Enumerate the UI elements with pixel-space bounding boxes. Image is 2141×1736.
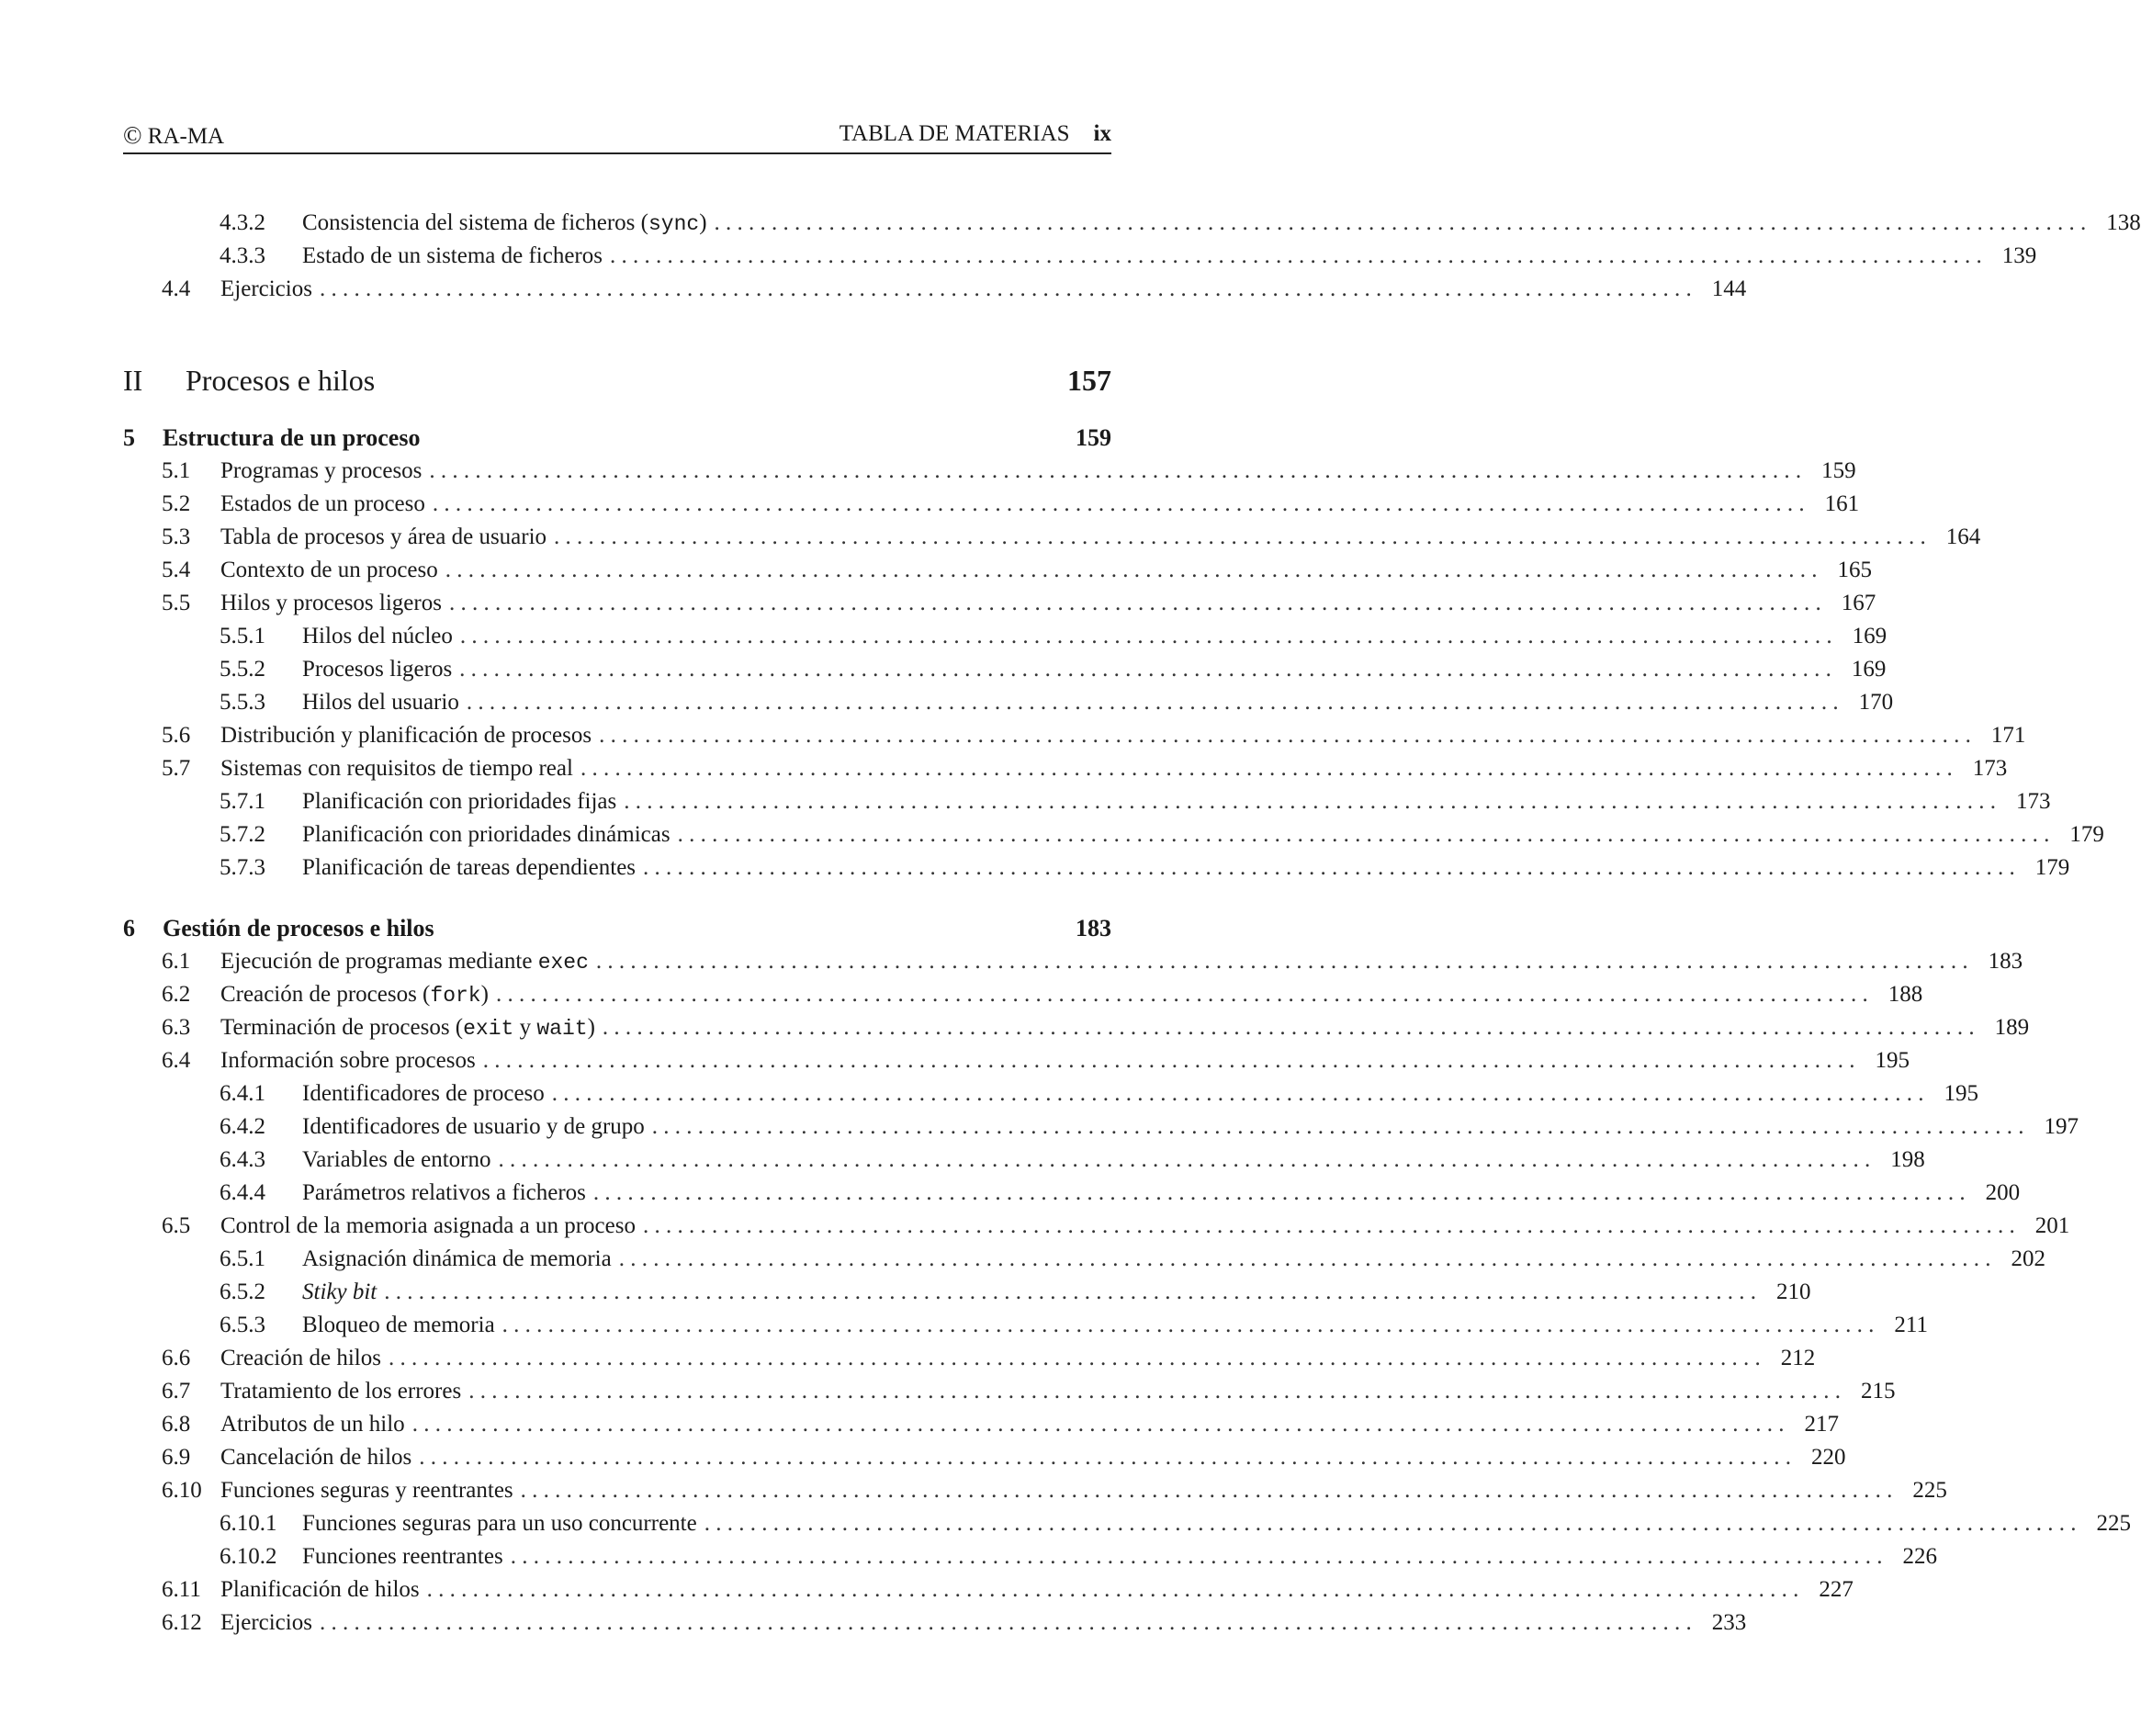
toc-entry-page: 195 (1944, 1081, 1979, 1106)
dot-leader: . . . . . . . . . . . . . . . . . . . . . . . . . . . . . . . . . . . . . . . . . . . . . . . . . . . . . . . . . . . . . . . . . . . . . . . . . . . . . . . . . . . . . . . . . . . . . . . . . . . . . . . . . . . . . . . . . . . . . . . . (592, 1180, 1966, 1205)
toc-entry (123, 1409, 1839, 1440)
toc-entry-title: Cancelación de hilos (220, 1445, 412, 1470)
toc-entry-title: Ejercicios (220, 1610, 312, 1635)
dot-leader: . . . . . . . . . . . . . . . . . . . . . . . . . . . . . . . . . . . . . . . . . . . . . . . . . . . . . . . . . . . . . . . . . . . . . . . . . . . . . . . . . . . . . . . . . . . . . . . . . . . . . . . . . . . . . . . . . . . . . . . . (466, 690, 1839, 715)
dot-leader: . . . . . . . . . . . . . . . . . . . . . . . . . . . . . . . . . . . . . . . . . . . . . . . . . . . . . . . . . . . . . . . . . . . . . . . . . . . . . . . . . . . . . . . . . . . . . . . . . . . . . . . . . . . . . . . . . . . . . . . . (501, 1313, 1875, 1337)
toc-entry-number: 6.1 (162, 949, 191, 974)
dot-leader: . . . . . . . . . . . . . . . . . . . . . . . . . . . . . . . . . . . . . . . . . . . . . . . . . . . . . . . . . . . . . . . . . . . . . . . . . . . . . . . . . . . . . . . . . . . . . . . . . . . . . . . . . . . . . . . . . . . . . . . . (554, 524, 1926, 549)
toc-entry (123, 522, 1981, 553)
toc-entry-page: 183 (1076, 915, 1111, 941)
toc-entry-number: 4.4 (162, 276, 191, 301)
dot-leader: . . . . . . . . . . . . . . . . . . . . . . . . . . . . . . . . . . . . . . . . . . . . . . . . . . . . . . . . . . . . . . . . . . . . . . . . . . . . . . . . . . . . . . . . . . . . . . . . . . . . . . . . . . . . . . . . . . . . . . . . (610, 243, 1982, 268)
toc-entry-line (302, 1178, 2021, 1209)
dot-leader: . . . . . . . . . . . . . . . . . . . . . . . . . . . . . . . . . . . . . . . . . . . . . . . . . . . . . . . . . . . . . . . . . . . . . . . . . . . . . . . . . . . . . . . . . . . . . . . . . . . . . . . . . . . . . . . . . . . . . . . . (599, 723, 1971, 748)
toc-entry-number: 6.9 (162, 1445, 191, 1470)
toc-entry-number: 6.11 (162, 1577, 201, 1602)
running-header (123, 119, 1111, 154)
toc-entry-page: 211 (1894, 1313, 1928, 1337)
page-number: ix (1093, 121, 1111, 146)
toc-entry-page: 226 (1902, 1544, 1937, 1569)
dot-leader: . . . . . . . . . . . . . . . . . . . . . . . . . . . . . . . . . . . . . . . . . . . . . . . . . . . . . . . . . . . . . . . . . . . . . . . . . . . . . . . . . . . . . . . . . . . . . . . . . . . . . . . . . . . . . . . . . . . . . . . . (411, 1412, 1785, 1437)
toc-entry (123, 241, 2037, 272)
toc-entry-title: Tabla de procesos y área de usuario (220, 524, 547, 549)
dot-leader: . . . . . . . . . . . . . . . . . . . . . . . . . . . . . . . . . . . . . . . . . . . . . . . . . . . . . . . . . . . . . . . . . . . . . . . . . . . . . . . . . . . . . . . . . . . . . . . . . . . . . . . . . . . . . . . . . . . . . . . . (482, 1048, 1855, 1073)
toc-entry-page: 220 (1811, 1445, 1846, 1470)
toc-entry-page: 189 (1994, 1015, 2030, 1040)
dot-leader: . . . . . . . . . . . . . . . . . . . . . . . . . . . . . . . . . . . . . . . . . . . . . . . . . . . . . . . . . . . . . . . . . . . . . . . . . . . . . . . . . . . . . . . . . . . . . . . . . . . . . . . . . . . . . . . . . . . . . . . . (426, 1577, 1799, 1602)
dot-leader: . . . . . . . . . . . . . . . . . . . . . . . . . . . . . . . . . . . . . . . . . . . . . . . . . . . . . . . . . . . . . . . . . . . . . . . . . . . . . . . . . . . . . . . . . . . . . . . . . . . . . . . . . . . . . . . . . . . . . . . . (495, 982, 1868, 1007)
toc-entry-line (220, 1574, 1854, 1606)
dot-leader: . . . . . . . . . . . . . . . . . . . . . . . . . . . . . . . . . . . . . . . . . . . . . . . . . . . . . . . . . . . . . . . . . . . . . . . . . . . . . . . . . . . . . . . . . . . . . . . . . . . . . . . . . . . . . . . . . . . . . . . . (551, 1081, 1924, 1106)
code-term: sync (648, 212, 700, 236)
toc-entry (123, 208, 2141, 239)
toc-entry (123, 1111, 2079, 1143)
toc-entry-number: 5.5.1 (220, 624, 265, 648)
toc-entry-number: 6.2 (162, 982, 191, 1007)
toc-entry (123, 654, 1887, 685)
toc-entry-page: 210 (1775, 1279, 1811, 1304)
toc-entry-line (302, 1078, 1979, 1110)
toc-entry-line (220, 274, 1747, 305)
toc-entry-page: 200 (1985, 1180, 2021, 1205)
header-left (123, 121, 224, 150)
toc-entry-number: 5.5 (162, 591, 191, 615)
code-term: fork (430, 984, 481, 1008)
toc-entry-title: Procesos e hilos (186, 364, 376, 397)
toc-entry (123, 360, 1111, 400)
toc-entry-number: 6.4.2 (220, 1114, 265, 1139)
toc-entry (123, 1144, 1925, 1176)
toc-entry-line (302, 241, 2037, 272)
toc-entry-number: 6.8 (162, 1412, 191, 1437)
toc-entry-line (302, 786, 2051, 817)
dot-leader: . . . . . . . . . . . . . . . . . . . . . . . . . . . . . . . . . . . . . . . . . . . . . . . . . . . . . . . . . . . . . . . . . . . . . . . . . . . . . . . . . . . . . . . . . . . . . . . . . . . . . . . . . . . . . . . . . . . . . . . . (319, 1610, 1692, 1635)
toc-entry-number: 5.1 (162, 458, 191, 483)
toc-entry (123, 720, 2026, 751)
toc-entry-line (302, 1144, 1925, 1176)
toc-entry-line (220, 720, 2026, 751)
toc-entry-number: 6 (123, 915, 135, 941)
toc-entry-number: 6.6 (162, 1346, 191, 1370)
toc-entry-line (220, 555, 1873, 586)
toc-entry-line (220, 1211, 2070, 1242)
toc-entry-page: 188 (1887, 982, 1923, 1007)
toc-entry-number: 5.5.3 (220, 690, 265, 715)
toc-entry-line (302, 1310, 1928, 1341)
toc-entry-number: 6.10.1 (220, 1511, 277, 1536)
toc-entry-title: Gestión de procesos e hilos (163, 915, 434, 941)
toc-entry-page: 198 (1890, 1147, 1925, 1172)
toc-entry-title: Creación de hilos (220, 1346, 381, 1370)
toc-entry (123, 1078, 1979, 1110)
toc-entry-line (220, 1343, 1816, 1374)
toc-entry-page: 164 (1945, 524, 1981, 549)
toc-entry-title: Planificación de tareas dependientes (302, 855, 637, 880)
toc-entry-page: 161 (1824, 491, 1860, 516)
toc-entry-number: 5.5.2 (220, 657, 265, 682)
toc-entry (123, 1574, 1854, 1606)
toc-entry-page: 233 (1711, 1610, 1747, 1635)
toc-entry-number: 6.5.1 (220, 1246, 265, 1271)
toc-entry-page: 159 (1821, 458, 1856, 483)
toc-entry (123, 1012, 2030, 1043)
toc-entry-title: Identificadores de usuario y de grupo (302, 1114, 645, 1139)
toc-entry (123, 852, 2070, 884)
toc-entry-title: Hilos y procesos ligeros (220, 591, 442, 615)
toc-entry-title: Ejecución de programas mediante exec (220, 949, 589, 975)
dot-leader: . . . . . . . . . . . . . . . . . . . . . . . . . . . . . . . . . . . . . . . . . . . . . . . . . . . . . . . . . . . . . . . . . . . . . . . . . . . . . . . . . . . . . . . . . . . . . . . . . . . . . . . . . . . . . . . . . . . . . . . . (624, 789, 1996, 814)
toc-entry-title: Asignación dinámica de memoria (302, 1246, 612, 1271)
toc-entry-line (302, 687, 1894, 718)
toc-entry-number: 5.4 (162, 558, 191, 582)
toc-entry-line (220, 1409, 1839, 1440)
dot-leader: . . . . . . . . . . . . . . . . . . . . . . . . . . . . . . . . . . . . . . . . . . . . . . . . . . . . . . . . . . . . . . . . . . . . . . . . . . . . . . . . . . . . . . . . . . . . . . . . . . . . . . . . . . . . . . . . . . . . . . . . (677, 822, 2050, 847)
toc-entry-title: Hilos del usuario (302, 690, 459, 715)
toc-entry-number: 5.6 (162, 723, 191, 748)
toc-entry-number: 6.4.4 (220, 1180, 265, 1205)
toc-entry-line (220, 1045, 1910, 1077)
toc-entry-title: Parámetros relativos a ficheros (302, 1180, 586, 1205)
toc-entry-number: II (123, 364, 143, 397)
toc-entry-title: Estados de un proceso (220, 491, 425, 516)
dot-leader: . . . . . . . . . . . . . . . . . . . . . . . . . . . . . . . . . . . . . . . . . . . . . . . . . . . . . . . . . . . . . . . . . . . . . . . . . . . . . . . . . . . . . . . . . . . . . . . . . . . . . . . . . . . . . . . . . . . . . . . . (459, 657, 1831, 682)
toc-entry (123, 979, 1923, 1010)
toc-entry-title: Hilos del núcleo (302, 624, 453, 648)
toc-entry-title: Control de la memoria asignada a un proceso (220, 1213, 636, 1238)
toc-entry-page: 170 (1858, 690, 1894, 715)
toc-entry-page: 217 (1804, 1412, 1839, 1437)
italic-term: Stiky bit (302, 1279, 377, 1304)
toc-entry-number: 5.7.2 (220, 822, 265, 847)
toc-entry-page: 171 (1990, 723, 2026, 748)
toc-entry-title: Información sobre procesos (220, 1048, 476, 1073)
toc-entry (123, 819, 2104, 851)
toc-entry-title: Tratamiento de los errores (220, 1379, 462, 1403)
toc-entry-title: Atributos de un hilo (220, 1412, 405, 1437)
dot-leader: . . . . . . . . . . . . . . . . . . . . . . . . . . . . . . . . . . . . . . . . . . . . . . . . . . . . . . . . . . . . . . . . . . . . . . . . . . . . . . . . . . . . . . . . . . . . . . . . . . . . . . . . . . . . . . . . . . . . . . . . (510, 1544, 1883, 1569)
toc-entry-title: Distribución y planificación de procesos (220, 723, 592, 748)
dot-leader: . . . . . . . . . . . . . . . . . . . . . . . . . . . . . . . . . . . . . . . . . . . . . . . . . . . . . . . . . . . . . . . . . . . . . . . . . . . . . . . . . . . . . . . . . . . . . . . . . . . . . . . . . . . . . . . . . . . . . . . . (445, 558, 1818, 582)
toc-entry-page: 138 (2106, 210, 2141, 235)
toc-entry-line (220, 1607, 1747, 1639)
toc-entry-title: Identificadores de proceso (302, 1081, 545, 1106)
toc-entry-number: 6.3 (162, 1015, 191, 1040)
toc-entry-page: 195 (1875, 1048, 1910, 1073)
header-right (839, 121, 1111, 147)
toc-entry-number: 6.5 (162, 1213, 191, 1238)
toc-entry-title: Estado de un sistema de ficheros (302, 243, 603, 268)
toc-entry-title: Planificación de hilos (220, 1577, 420, 1602)
toc-entry (123, 1607, 1747, 1639)
toc-entry-page: 167 (1841, 591, 1876, 615)
code-term: wait (536, 1017, 588, 1041)
toc-entry-title: Sistemas con requisitos de tiempo real (220, 756, 573, 781)
toc-entry-page: 169 (1852, 624, 1887, 648)
toc-entry-number: 6.5.2 (220, 1279, 265, 1304)
toc-entry-title: Programas y procesos (220, 458, 423, 483)
toc-entry-page: 159 (1076, 424, 1111, 451)
toc-entry (123, 1541, 1937, 1573)
toc-entry (123, 588, 1876, 619)
toc-entry-number: 6.4.1 (220, 1081, 265, 1106)
toc-entry-title: Estructura de un proceso (163, 424, 421, 451)
toc-entry (123, 1045, 1910, 1077)
toc-entry-number: 5 (123, 424, 135, 451)
toc-entry-title: Funciones reentrantes (302, 1544, 503, 1569)
dot-leader: . . . . . . . . . . . . . . . . . . . . . . . . . . . . . . . . . . . . . . . . . . . . . . . . . . . . . . . . . . . . . . . . . . . . . . . . . . . . . . . . . . . . . . . . . . . . . . . . . . . . . . . . . . . . . . . . . . . . . . . . (651, 1114, 2024, 1139)
toc-entry-line (302, 819, 2104, 851)
toc-entry-page: 179 (2034, 855, 2070, 880)
toc-entry-title: Funciones seguras para un uso concurrente (302, 1511, 697, 1536)
toc-entry-number: 6.7 (162, 1379, 191, 1403)
toc-entry-title: Creación de procesos (fork) (220, 982, 489, 1008)
code-term: exit (463, 1017, 514, 1041)
dot-leader: . . . . . . . . . . . . . . . . . . . . . . . . . . . . . . . . . . . . . . . . . . . . . . . . . . . . . . . . . . . . . . . . . . . . . . . . . . . . . . . . . . . . . . . . . . . . . . . . . . . . . . . . . . . . . . . . . . . . . . . . (704, 1511, 2077, 1536)
dot-leader: . . . . . . . . . . . . . . . . . . . . . . . . . . . . . . . . . . . . . . . . . . . . . . . . . . . . . . . . . . . . . . . . . . . . . . . . . . . . . . . . . . . . . . . . . . . . . . . . . . . . . . . . . . . . . . . . . . . . . . . . (595, 949, 1968, 974)
toc-entry-title (302, 1277, 377, 1308)
toc-entry-line (220, 1442, 1846, 1473)
toc-entry-line (302, 1541, 1937, 1573)
toc-entry (123, 1475, 1947, 1506)
toc-entry (123, 1178, 2021, 1209)
toc-entry-page: 179 (2069, 822, 2104, 847)
dot-leader: . . . . . . . . . . . . . . . . . . . . . . . . . . . . . . . . . . . . . . . . . . . . . . . . . . . . . . . . . . . . . . . . . . . . . . . . . . . . . . . . . . . . . . . . . . . . . . . . . . . . . . . . . . . . . . . . . . . . . . . . (520, 1478, 1893, 1503)
toc-entry (123, 1376, 1896, 1407)
dot-leader: . . . . . . . . . . . . . . . . . . . . . . . . . . . . . . . . . . . . . . . . . . . . . . . . . . . . . . . . . . . . . . . . . . . . . . . . . . . . . . . . . . . . . . . . . . . . . . . . . . . . . . . . . . . . . . . . . . . . . . . . (459, 624, 1832, 648)
dot-leader: . . . . . . . . . . . . . . . . . . . . . . . . . . . . . . . . . . . . . . . . . . . . . . . . . . . . . . . . . . . . . . . . . . . . . . . . . . . . . . . . . . . . . . . . . . . . . . . . . . . . . . . . . . . . . . . . . . . . . . . . (643, 855, 2015, 880)
toc-entry-page: 201 (2034, 1213, 2070, 1238)
toc-entry-line (302, 1111, 2079, 1143)
toc-entry (123, 456, 1856, 487)
dot-leader: . . . . . . . . . . . . . . . . . . . . . . . . . . . . . . . . . . . . . . . . . . . . . . . . . . . . . . . . . . . . . . . . . . . . . . . . . . . . . . . . . . . . . . . . . . . . . . . . . . . . . . . . . . . . . . . . . . . . . . . . (319, 276, 1692, 301)
toc-entry (123, 1310, 1928, 1341)
toc-entry-number: 5.7 (162, 756, 191, 781)
toc-entry-page: 212 (1780, 1346, 1816, 1370)
toc-entry-number: 5.7.3 (220, 855, 265, 880)
copyright-symbol: © (123, 121, 142, 149)
toc-entry-title: Bloqueo de memoria (302, 1313, 495, 1337)
toc-entry-line (302, 654, 1887, 685)
toc-entry-title: Planificación con prioridades fijas (302, 789, 617, 814)
dot-leader: . . . . . . . . . . . . . . . . . . . . . . . . . . . . . . . . . . . . . . . . . . . . . . . . . . . . . . . . . . . . . . . . . . . . . . . . . . . . . . . . . . . . . . . . . . . . . . . . . . . . . . . . . . . . . . . . . . . . . . . . (580, 756, 1953, 781)
toc-entry-line (220, 1376, 1896, 1407)
toc-entry-line (220, 753, 2008, 784)
toc-entry-title: Terminación de procesos (exit y wait) (220, 1015, 595, 1041)
toc-entry-page: 173 (2016, 789, 2051, 814)
toc-entry-page: 225 (1912, 1478, 1947, 1503)
toc-entry-line (220, 979, 1923, 1011)
dot-leader: . . . . . . . . . . . . . . . . . . . . . . . . . . . . . . . . . . . . . . . . . . . . . . . . . . . . . . . . . . . . . . . . . . . . . . . . . . . . . . . . . . . . . . . . . . . . . . . . . . . . . . . . . . . . . . . . . . . . . . . . (448, 591, 1821, 615)
dot-leader: . . . . . . . . . . . . . . . . . . . . . . . . . . . . . . . . . . . . . . . . . . . . . . . . . . . . . . . . . . . . . . . . . . . . . . . . . . . . . . . . . . . . . . . . . . . . . . . . . . . . . . . . . . . . . . . . . . . . . . . . (432, 491, 1805, 516)
toc-entry-page: 225 (2096, 1511, 2131, 1536)
toc-entry-number: 4.3.3 (220, 243, 265, 268)
toc-entry (123, 786, 2051, 817)
toc-entry-number: 5.3 (162, 524, 191, 549)
section-title: TABLA DE MATERIAS (839, 121, 1070, 146)
toc-entry-line (163, 913, 1111, 944)
toc-entry-number: 4.3.2 (220, 210, 265, 235)
toc-entry-line (163, 423, 1111, 454)
toc-entry (123, 1508, 2131, 1539)
toc-entry (123, 1244, 2045, 1275)
dot-leader: . . . . . . . . . . . . . . . . . . . . . . . . . . . . . . . . . . . . . . . . . . . . . . . . . . . . . . . . . . . . . . . . . . . . . . . . . . . . . . . . . . . . . . . . . . . . . . . . . . . . . . . . . . . . . . . . . . . . . . . . (714, 210, 2087, 235)
toc-entry-number: 5.2 (162, 491, 191, 516)
toc-entry-page: 144 (1711, 276, 1747, 301)
toc-entry-number: 6.5.3 (220, 1313, 265, 1337)
toc-entry-line (302, 1244, 2045, 1275)
toc-entry-line (302, 852, 2070, 884)
toc-entry (123, 1442, 1846, 1473)
dot-leader: . . . . . . . . . . . . . . . . . . . . . . . . . . . . . . . . . . . . . . . . . . . . . . . . . . . . . . . . . . . . . . . . . . . . . . . . . . . . . . . . . . . . . . . . . . . . . . . . . . . . . . . . . . . . . . . . . . . . . . . . (429, 458, 1802, 483)
toc-entry-title: Ejercicios (220, 276, 312, 301)
toc-entry-page: 215 (1860, 1379, 1896, 1403)
toc-entry (123, 753, 2008, 784)
toc-entry-line (302, 1277, 1811, 1308)
toc-entry (123, 555, 1873, 586)
toc-entry-title: Variables de entorno (302, 1147, 491, 1172)
toc-entry-line (220, 1012, 2030, 1044)
toc-entry (123, 489, 1860, 520)
toc-entry (123, 946, 2023, 977)
dot-leader: . . . . . . . . . . . . . . . . . . . . . . . . . . . . . . . . . . . . . . . . . . . . . . . . . . . . . . . . . . . . . . . . . . . . . . . . . . . . . . . . . . . . . . . . . . . . . . . . . . . . . . . . . . . . . . . . . . . . . . . . (642, 1213, 2015, 1238)
toc-entry-line (302, 1508, 2131, 1539)
toc-entry-number: 6.12 (162, 1610, 202, 1635)
toc-entry-line (220, 588, 1876, 619)
toc-entry-number: 6.4.3 (220, 1147, 265, 1172)
toc-entry (123, 1343, 1816, 1374)
toc-entry-line (302, 208, 2141, 240)
toc-entry-page: 173 (1972, 756, 2008, 781)
toc-entry (123, 274, 1747, 305)
toc-entry-title: Planificación con prioridades dinámicas (302, 822, 670, 847)
toc-entry (123, 621, 1887, 652)
toc-entry-number: 6.10.2 (220, 1544, 277, 1569)
toc-entry-line (220, 946, 2023, 978)
dot-leader: . . . . . . . . . . . . . . . . . . . . . . . . . . . . . . . . . . . . . . . . . . . . . . . . . . . . . . . . . . . . . . . . . . . . . . . . . . . . . . . . . . . . . . . . . . . . . . . . . . . . . . . . . . . . . . . . . . . . . . . . (419, 1445, 1792, 1470)
toc-entry-line (186, 360, 1111, 400)
toc-entry-number: 5.7.1 (220, 789, 265, 814)
toc-entry (123, 1211, 2070, 1242)
toc-entry-page: 169 (1851, 657, 1887, 682)
toc-entry (123, 687, 1894, 718)
toc-entry-title: Consistencia del sistema de ficheros (sync) (302, 210, 707, 236)
toc-entry-line (220, 1475, 1947, 1506)
toc-entry-title: Contexto de un proceso (220, 558, 438, 582)
toc-entry-line (220, 522, 1981, 553)
toc-entry-page: 183 (1988, 949, 2023, 974)
code-term: exec (537, 951, 589, 975)
toc-entry-page: 227 (1819, 1577, 1854, 1602)
toc-entry (123, 423, 1111, 454)
toc-entry-page: 165 (1837, 558, 1873, 582)
toc-entry (123, 913, 1111, 944)
toc-entry-line (302, 621, 1887, 652)
toc-entry-page: 139 (2001, 243, 2037, 268)
toc-entry-page: 157 (1067, 364, 1111, 397)
toc-entry-number: 6.4 (162, 1048, 191, 1073)
dot-leader: . . . . . . . . . . . . . . . . . . . . . . . . . . . . . . . . . . . . . . . . . . . . . . . . . . . . . . . . . . . . . . . . . . . . . . . . . . . . . . . . . . . . . . . . . . . . . . . . . . . . . . . . . . . . . . . . . . . . . . . . (388, 1346, 1761, 1370)
toc-entry-title: Procesos ligeros (302, 657, 453, 682)
toc-entry (123, 1277, 1811, 1308)
publisher-name: RA-MA (147, 124, 225, 149)
toc-entry-line (220, 456, 1856, 487)
toc-entry-line (220, 489, 1860, 520)
toc-entry-page: 202 (2011, 1246, 2045, 1271)
toc-entry-title: Funciones seguras y reentrantes (220, 1478, 513, 1503)
toc-entry-number: 6.10 (162, 1478, 202, 1503)
dot-leader: . . . . . . . . . . . . . . . . . . . . . . . . . . . . . . . . . . . . . . . . . . . . . . . . . . . . . . . . . . . . . . . . . . . . . . . . . . . . . . . . . . . . . . . . . . . . . . . . . . . . . . . . . . . . . . . . . . . . . . . . (602, 1015, 1975, 1040)
dot-leader: . . . . . . . . . . . . . . . . . . . . . . . . . . . . . . . . . . . . . . . . . . . . . . . . . . . . . . . . . . . . . . . . . . . . . . . . . . . . . . . . . . . . . . . . . . . . . . . . . . . . . . . . . . . . . . . . . . . . . . . . (384, 1279, 1756, 1304)
dot-leader: . . . . . . . . . . . . . . . . . . . . . . . . . . . . . . . . . . . . . . . . . . . . . . . . . . . . . . . . . . . . . . . . . . . . . . . . . . . . . . . . . . . . . . . . . . . . . . . . . . . . . . . . . . . . . . . . . . . . . . . . (618, 1246, 1991, 1271)
toc-entry-page: 197 (2044, 1114, 2079, 1139)
dot-leader: . . . . . . . . . . . . . . . . . . . . . . . . . . . . . . . . . . . . . . . . . . . . . . . . . . . . . . . . . . . . . . . . . . . . . . . . . . . . . . . . . . . . . . . . . . . . . . . . . . . . . . . . . . . . . . . . . . . . . . . . (468, 1379, 1841, 1403)
dot-leader: . . . . . . . . . . . . . . . . . . . . . . . . . . . . . . . . . . . . . . . . . . . . . . . . . . . . . . . . . . . . . . . . . . . . . . . . . . . . . . . . . . . . . . . . . . . . . . . . . . . . . . . . . . . . . . . . . . . . . . . . (498, 1147, 1871, 1172)
